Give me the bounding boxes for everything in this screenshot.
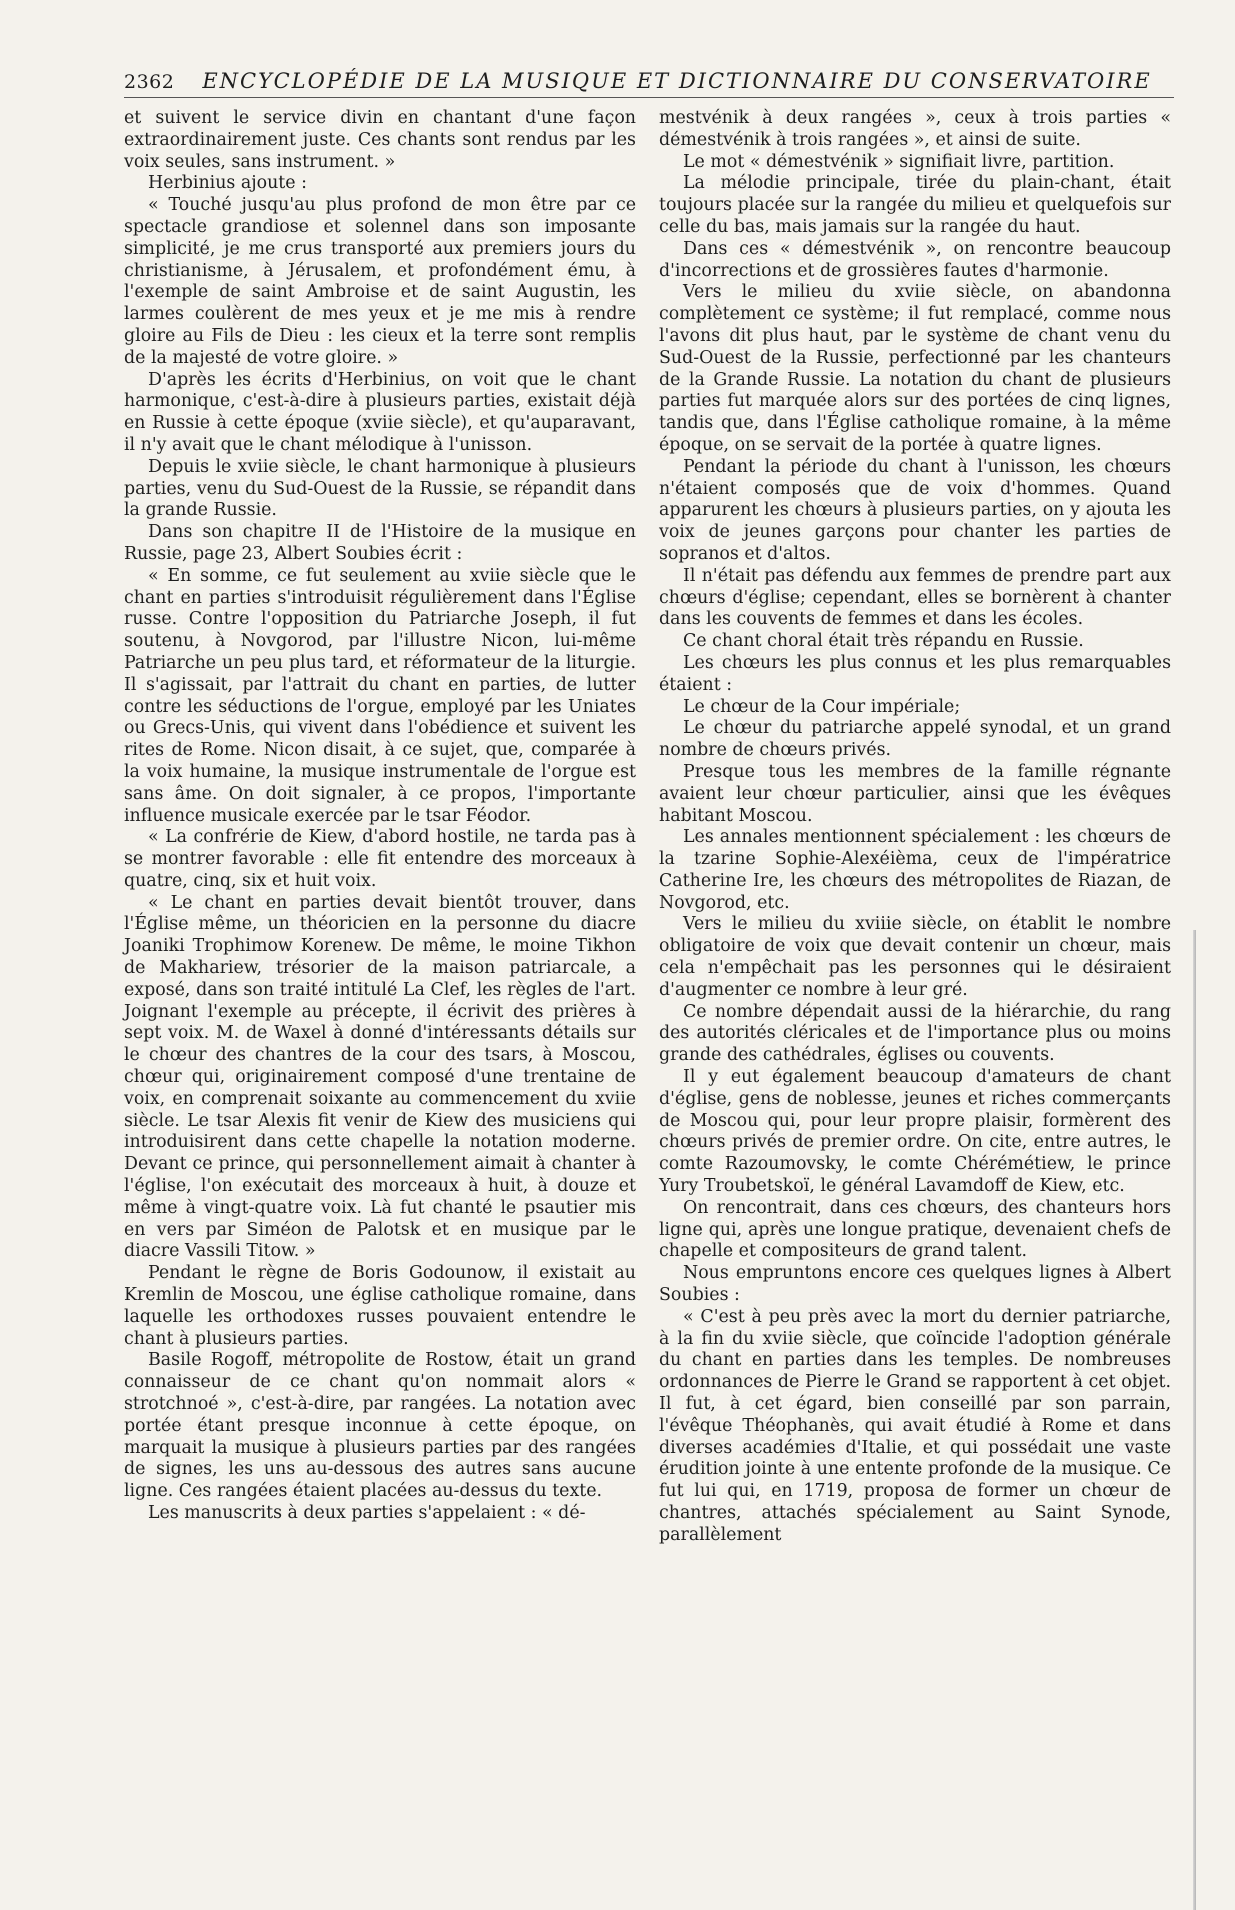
paragraph: Dans ces « démestvénik », on rencontre beaucoup d'incorrections et de grossières fautes d'harmonie. <box>659 238 1171 281</box>
paragraph: « Le chant en parties devait bientôt trouver, dans l'Église même, un théoricien en la personne du diacre Joaniki Trophimow Korenew. De même, le moine Tikhon de Makhariew, trésorier de la maison patriarcale, a exposé, dans son traité intitulé La Clef, les règles de l'art. Joignant l'exemple au précepte, il écrivit des prières à sept voix. M. de Waxel à donné d'intéressants détails sur le chœur des chantres de la cour des tsars, à Moscou, chœur qui, originairement composé d'une trentaine de voix, en comprenait soixante au commencement du xviie siècle. Le tsar Alexis fit venir de Kiew des musiciens qui introduisirent dans cette chapelle la notation moderne. Devant ce prince, qui personnellement aimait à chanter à l'église, l'on exécutait des morceaux à huit, à douze et même à vingt-quatre voix. Là fut chanté le psautier mis en vers par Siméon de Palotsk et en musique par le diacre Vassili Titow. » <box>124 892 636 1262</box>
paragraph: Basile Rogoff, métropolite de Rostow, était un grand connaisseur de ce chant qu'on nommait alors « strotchnoé », c'est-à-dire, par rangées. La notation avec portée étant presque inconnue à cette époque, on marquait la musique à plusieurs parties par des rangées de signes, les uns au-dessous des autres sans aucune ligne. Ces rangées étaient placées au-dessus du texte. <box>124 1350 636 1502</box>
paragraph: « La confrérie de Kiew, d'abord hostile, ne tarda pas à se montrer favorable : elle fit entendre des morceaux à quatre, cinq, six et huit voix. <box>124 827 636 891</box>
paragraph: D'après les écrits d'Herbinius, on voit que le chant harmonique, c'est-à-dire à plusieurs parties, existait déjà en Russie à cette époque (xviie siècle), et qu'auparavant, il n'y avait que le chant mélodique à l'unisson. <box>124 369 636 455</box>
paragraph: Depuis le xviie siècle, le chant harmonique à plusieurs parties, venu du Sud-Ouest de la Russie, se répandit dans la grande Russie. <box>124 456 636 521</box>
running-title: ENCYCLOPÉDIE DE LA MUSIQUE ET DICTIONNAIRE DU CONSERVATOIRE <box>202 69 1152 93</box>
left-column <box>124 108 636 1525</box>
page-number: 2362 <box>124 71 175 93</box>
paragraph: Les annales mentionnent spécialement : les chœurs de la tzarine Sophie-Alexéièma, ceux de l'impératrice Catherine Ire, les chœurs des métropolites de Riazan, de Novgorod, etc. <box>659 827 1171 913</box>
paragraph: Vers le milieu du xviiie siècle, on établit le nombre obligatoire de voix que devait contenir un chœur, mais cela n'empêchait pas les personnes qui le désiraient d'augmenter ce nombre à leur gré. <box>659 914 1171 1000</box>
paragraph: Dans son chapitre II de l'Histoire de la musique en Russie, page 23, Albert Soubies écrit : <box>124 522 636 564</box>
paragraph: « En somme, ce fut seulement au xviie siècle que le chant en parties s'introduisit régulièrement dans l'Église russe. Contre l'opposition du Patriarche Joseph, il fut soutenu, à Novgorod, par l'illustre Nicon, lui-même Patriarche un peu plus tard, et réformateur de la liturgie. Il s'agissait, par l'attrait du chant en parties, de lutter contre les séductions de l'orgue, employé par les Uniates ou Grecs-Unis, qui vivent dans l'obédience et suivent les rites de Rome. Nicon disait, à ce sujet, que, comparée à la voix humaine, la musique instrumentale de l'orgue est sans âme. On doit signaler, à ce propos, l'importante influence musicale exercée par le tsar Féodor. <box>124 565 636 826</box>
paragraph: Le chœur du patriarche appelé synodal, et un grand nombre de chœurs privés. <box>659 718 1171 761</box>
page-edge-shadow <box>1193 930 1196 1910</box>
paragraph: On rencontrait, dans ces chœurs, des chanteurs hors ligne qui, après une longue pratique, devenaient chefs de chapelle et compositeurs de grand talent. <box>659 1197 1171 1262</box>
paragraph: La mélodie principale, tirée du plain-chant, était toujours placée sur la rangée du milieu et quelquefois sur celle du bas, mais jamais sur la rangée du haut. <box>659 173 1171 237</box>
right-column <box>659 108 1171 1547</box>
paragraph: Presque tous les membres de la famille régnante avaient leur chœur particulier, ainsi que les évêques habitant Moscou. <box>659 761 1171 826</box>
running-header <box>124 62 1174 98</box>
paragraph: Il y eut également beaucoup d'amateurs de chant d'église, gens de noblesse, jeunes et riches commerçants de Moscou qui, pour leur propre plaisir, formèrent des chœurs privés de premier ordre. On cite, entre autres, le comte Razoumovsky, le comte Chérémétiew, le prince Yury Troubetskoï, le général Lavamdoff de Kiew, etc. <box>659 1067 1171 1197</box>
paragraph: et suivent le service divin en chantant d'une façon extraordinairement juste. Ces chants sont rendus par les voix seules, sans instrument. » <box>124 108 636 172</box>
paragraph: Le mot « démestvénik » signifiait livre, partition. <box>683 151 1115 172</box>
paragraph: « C'est à peu près avec la mort du dernier patriarche, à la fin du xviie siècle, que coïncide l'adoption générale du chant en parties dans les temples. De nombreuses ordonnances de Pierre le Grand se rapportent à cet objet. Il fut, à cet égard, bien conseillé par son parrain, l'évêque Théophanès, qui avait étudié à Rome et dans diverses académies d'Italie, et qui possédait une vaste érudition jointe à une entente profonde de la musique. Ce fut lui qui, en 1719, proposa de former un chœur de chantres, attachés spécialement au Saint Synode, parallèlement <box>659 1306 1171 1545</box>
paragraph: Les chœurs les plus connus et les plus remarquables étaient : <box>659 652 1171 695</box>
paragraph: Pendant la période du chant à l'unisson, les chœurs n'étaient composés que de voix d'hommes. Quand apparurent les chœurs à plusieurs parties, on y ajouta les voix de jeunes garçons pour chanter les parties de sopranos et d'altos. <box>659 456 1171 564</box>
paragraph: mestvénik à deux rangées », ceux à trois parties « démestvénik à trois rangées », et ainsi de suite. <box>659 108 1171 150</box>
paragraph: Il n'était pas défendu aux femmes de prendre part aux chœurs d'église; cependant, elles se bornèrent à chanter dans les couvents de femmes et dans les écoles. <box>659 565 1171 630</box>
paragraph: Ce nombre dépendait aussi de la hiérarchie, du rang des autorités cléricales et de l'importance plus ou moins grande des cathédrales, églises ou couvents. <box>659 1001 1171 1066</box>
paragraph: Nous empruntons encore ces quelques lignes à Albert Soubies : <box>659 1263 1171 1306</box>
paragraph: Vers le milieu du xviie siècle, on abandonna complètement ce système; il fut remplacé, comme nous l'avons dit plus haut, par le système de chant venu du Sud-Ouest de la Russie, perfectionné par les chanteurs de la Grande Russie. La notation du chant de plusieurs parties fut marquée alors sur des portées de cinq lignes, tandis que, dans l'Église catholique romaine, à la même époque, on se servait de la portée à quatre lignes. <box>659 282 1171 455</box>
paragraph: Ce chant choral était très répandu en Russie. <box>683 631 1084 652</box>
paragraph: « Touché jusqu'au plus profond de mon être par ce spectacle grandiose et solennel dans son imposante simplicité, je me crus transporté aux premiers jours du christianisme, à Jérusalem, et profondément ému, à l'exemple de saint Ambroise et de saint Augustin, les larmes coulèrent de mes yeux et je me mis à rendre gloire au Fils de Dieu : les cieux et la terre sont remplis de la majesté de votre gloire. » <box>124 195 636 368</box>
paragraph: Pendant le règne de Boris Godounow, il existait au Kremlin de Moscou, une église catholique romaine, dans laquelle les orthodoxes russes pouvaient entendre le chant à plusieurs parties. <box>124 1263 636 1349</box>
paragraph: Les manuscrits à deux parties s'appelaient : « dé- <box>148 1503 586 1523</box>
paragraph: Herbinius ajoute : <box>148 173 307 194</box>
paragraph: Le chœur de la Cour impériale; <box>683 696 961 717</box>
